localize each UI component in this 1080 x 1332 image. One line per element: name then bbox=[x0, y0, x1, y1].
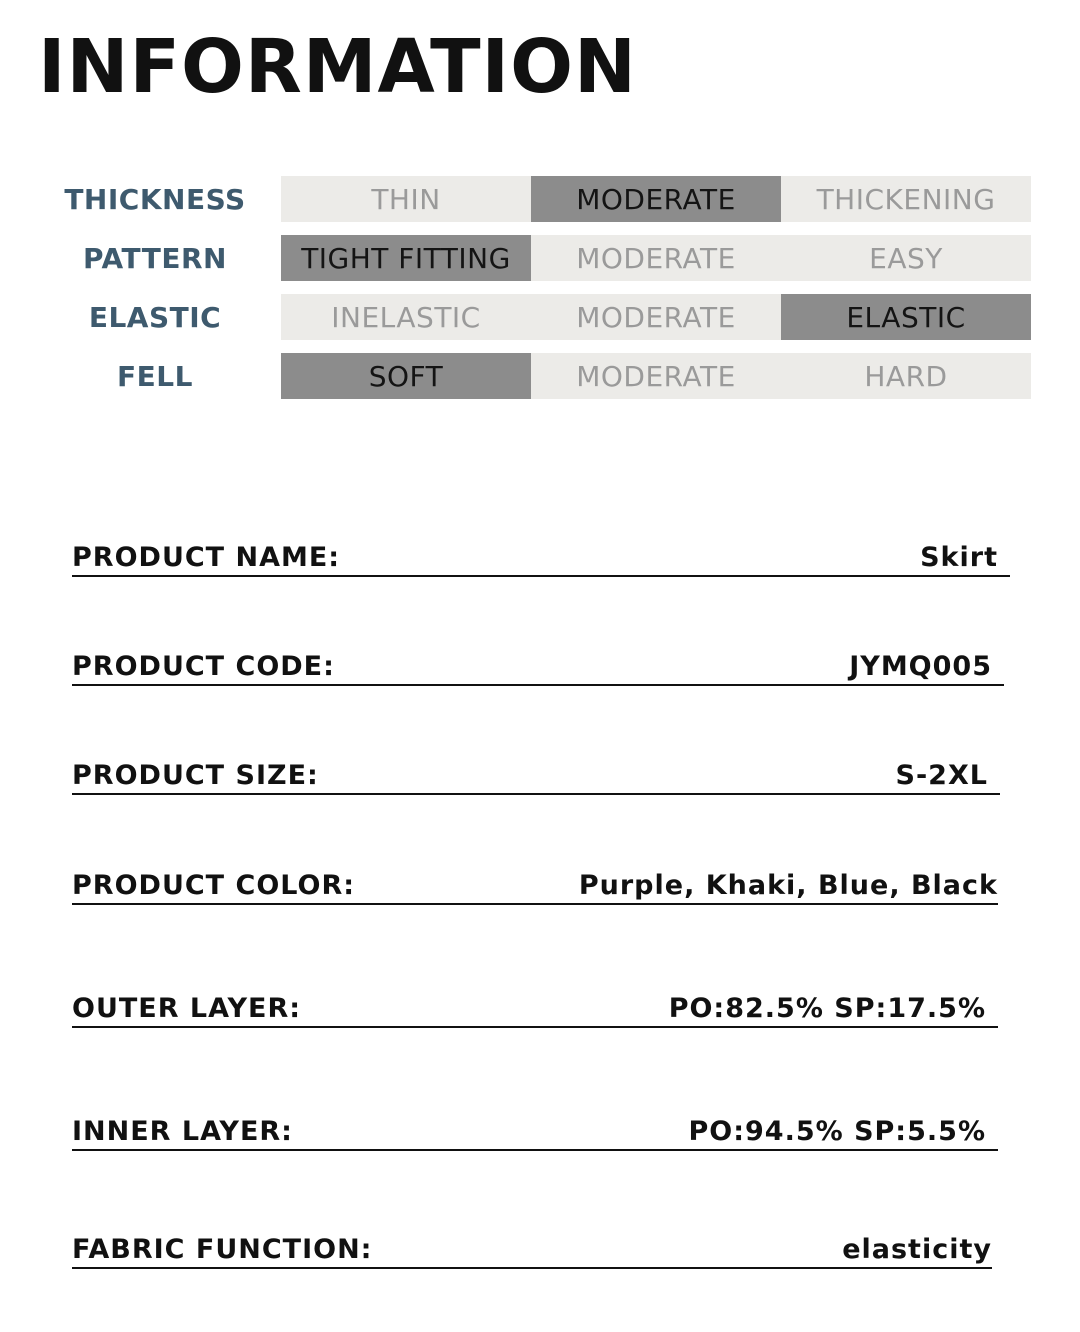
spec-key: PRODUCT NAME: bbox=[72, 542, 341, 573]
attribute-option: THIN bbox=[281, 176, 531, 222]
spec-value: PO:82.5% SP:17.5% bbox=[668, 993, 986, 1024]
attribute-option: MODERATE bbox=[531, 353, 781, 399]
spec-product-color bbox=[72, 869, 998, 905]
attribute-option: MODERATE bbox=[531, 294, 781, 340]
spec-key: PRODUCT CODE: bbox=[72, 651, 335, 682]
attribute-label: FELL bbox=[117, 359, 193, 393]
attribute-option: EASY bbox=[781, 235, 1031, 281]
attribute-option-selected: ELASTIC bbox=[781, 294, 1031, 340]
spec-value: S-2XL bbox=[895, 760, 988, 791]
attribute-row-pattern bbox=[0, 235, 1080, 281]
attribute-label: ELASTIC bbox=[88, 300, 222, 334]
spec-value: JYMQ005 bbox=[849, 651, 992, 682]
spec-value: elasticity bbox=[842, 1234, 992, 1265]
attribute-label: PATTERN bbox=[83, 241, 227, 275]
attribute-option: INELASTIC bbox=[281, 294, 531, 340]
spec-product-size bbox=[72, 759, 1000, 795]
attribute-label: THICKNESS bbox=[64, 182, 246, 216]
attribute-row-fell bbox=[0, 353, 1080, 399]
spec-key: PRODUCT COLOR: bbox=[72, 870, 356, 901]
spec-key: OUTER LAYER: bbox=[72, 993, 302, 1024]
spec-key: INNER LAYER: bbox=[72, 1116, 293, 1147]
attribute-row-thickness bbox=[0, 176, 1080, 222]
attribute-option-selected: SOFT bbox=[281, 353, 531, 399]
spec-value: PO:94.5% SP:5.5% bbox=[688, 1116, 986, 1147]
attribute-option: MODERATE bbox=[531, 235, 781, 281]
attribute-option-selected: TIGHT FITTING bbox=[281, 235, 531, 281]
spec-key: PRODUCT SIZE: bbox=[72, 760, 319, 791]
attribute-option: THICKENING bbox=[781, 176, 1031, 222]
spec-product-name bbox=[72, 541, 1010, 577]
spec-product-code bbox=[72, 650, 1004, 686]
attribute-row-elastic bbox=[0, 294, 1080, 340]
spec-fabric-function bbox=[72, 1233, 992, 1269]
spec-value: Purple, Khaki, Blue, Black bbox=[578, 870, 998, 901]
spec-key: FABRIC FUNCTION: bbox=[72, 1234, 373, 1265]
spec-outer-layer bbox=[72, 992, 998, 1028]
attribute-option: HARD bbox=[781, 353, 1031, 399]
spec-inner-layer bbox=[72, 1115, 998, 1151]
spec-value: Skirt bbox=[920, 542, 998, 573]
page-title: INFORMATION bbox=[38, 24, 637, 110]
attribute-option-selected: MODERATE bbox=[531, 176, 781, 222]
